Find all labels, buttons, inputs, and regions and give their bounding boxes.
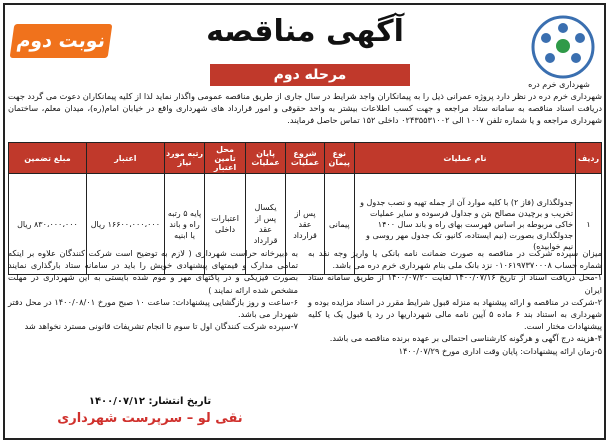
condition-item: میزان سپرده شرکت در مناقصه به صورت ضمانت نامه بانکی یا واریز وجه نقد به شماره حساب ۰۱۰۶۱۹۷۳۷۰۰۰۸ نزد بانک ملی بنام شهرداری خرم دره می باشد. <box>308 248 602 271</box>
municipality-logo-icon <box>528 14 598 80</box>
condition-item: به دبیرخانه حراست شهرداری ( لازم به توضیح است شرکت کنندگان علاوه بر اینکه تمامی مدارک و قیمتهای پیشنهادی خویش را باید در سامانه ستاد بارگذاری نمایند بصورت فیزیکی و در پاکتهای مهر و موم شده بایستی به این شهرداری در مهلت مشخص شده ارائه نمایند ) <box>8 248 298 295</box>
contract-type-cell: پیمانی <box>324 174 354 275</box>
column-header: ردیف <box>576 143 602 174</box>
guarantee-cell: ۸۳۰،۰۰۰،۰۰۰ ریال <box>9 174 87 275</box>
column-header: محل تامین اعتبار <box>205 143 246 174</box>
column-header: پایان عملیات <box>245 143 286 174</box>
table-header-row <box>9 143 602 174</box>
page-title: آگهی مناقصه <box>206 14 404 49</box>
operation-cell: جدولگذاری (فاز ۲) با کلیه موارد آن از جمله تهیه و نصب جدول و تخریب و برچیدن مصالح بتن و جداول فرسوده و سایر عملیات خاکی مربوطه بر اساس فهرست بهای راه و باند سال ۱۴۰۰ جدولگذاری بصورت (نیم ایستاده، کانیو، تک جدول مهر روسی و نیم خوابیده) <box>354 174 575 275</box>
column-header: اعتبار <box>86 143 164 174</box>
condition-item: ۷-سپرده شرکت کنندگان اول تا سوم تا انجام تشریفات قانونی مسترد نخواهد شد <box>24 321 298 332</box>
publish-date: تاریخ انتشار: ۱۴۰۰/۰۷/۱۲ <box>88 396 212 407</box>
grade-cell: پایه ۵ رتبه راه و باند یا ابنیه <box>164 174 205 275</box>
condition-item: ۶-ساعت و روز بازگشایی پیشنهادات: ساعت ۱۰ صبح مورخ ۱۴۰۰/۰۸/۰۱ در محل دفتر شهردار می باشد. <box>8 296 299 320</box>
column-header: شروع عملیات <box>286 143 324 174</box>
stage-banner: مرحله دوم <box>210 64 410 86</box>
conditions-left-column <box>8 247 298 332</box>
start-cell: پس از عقد قرارداد <box>286 174 324 275</box>
end-cell: یکسال پس از عقد قرارداد <box>245 174 286 275</box>
signer-name: نقی لو – سرپرست شهرداری <box>57 411 243 426</box>
row-number: ۱ <box>576 174 602 275</box>
condition-item: ۵-زمان ارائه پیشنهادات: پایان وقت اداری مورخ ۱۴۰۰/۰۷/۲۹ <box>398 345 602 356</box>
column-header: نوع پیمان <box>324 143 354 174</box>
column-header: رتبه مورد نیاز <box>164 143 205 174</box>
condition-item: ۱-محل دریافت اسناد از تاریخ ۱۴۰۰/۰۷/۱۶ لغایت ۱۴۰۰/۰۷/۲۰ از طریق سامانه ستاد ایران <box>308 272 603 295</box>
funding-cell: اعتبارات داخلی <box>205 174 246 275</box>
credit-cell: ۱۶۶۰۰،۰۰۰،۰۰۰ ریال <box>86 174 164 275</box>
condition-item: ۴-هزینه درج آگهی و هرگونه کارشناسی احتمالی بر عهده برنده مناقصه می باشد. <box>329 333 602 344</box>
conditions-right-column <box>308 247 602 357</box>
intro-paragraph: شهرداری خرم دره در نظر دارد پروژه عمرانی ذیل را به پیمانکاران واجد شرایط در سال جاری از طریق مناقصه عمومی واگذار نماید لذا از کلیه پیمانکاران دعوت می گردد جهت دریافت اسناد مناقصه به سامانه ستاد مراجعه و جهت کسب اطلاعات بیشتر به واحد حقوقی و امور قرارداد های شهرداری واقع در خیابان امام(ره)، میدان معلم، ساختمان شهرداری مراجعه و یا شماره تلفن ۱۰۰۷ الی ۰۲۴۳۵۵۳۱۰۰۲ داخلی ۱۵۲ تماس حاصل فرمایند. <box>8 91 602 125</box>
column-header: مبلغ تضمین <box>9 143 87 174</box>
logo-caption: شهرداری خرم دره <box>528 80 590 89</box>
signature-block <box>40 396 260 426</box>
condition-item: ۲-شرکت در مناقصه و ارائه پیشنهاد به منزله قبول شرایط مقرر در اسناد مزایده بوده و شهرداری به استناد بند ۶ ماده ۵ آیین نامه مالی شهرداریها در رد یا قبول یک یا کلیه پیشنهادات مختار است. <box>308 296 603 332</box>
round-badge: نوبت دوم <box>10 24 113 58</box>
column-header: نام عملیات <box>354 143 575 174</box>
